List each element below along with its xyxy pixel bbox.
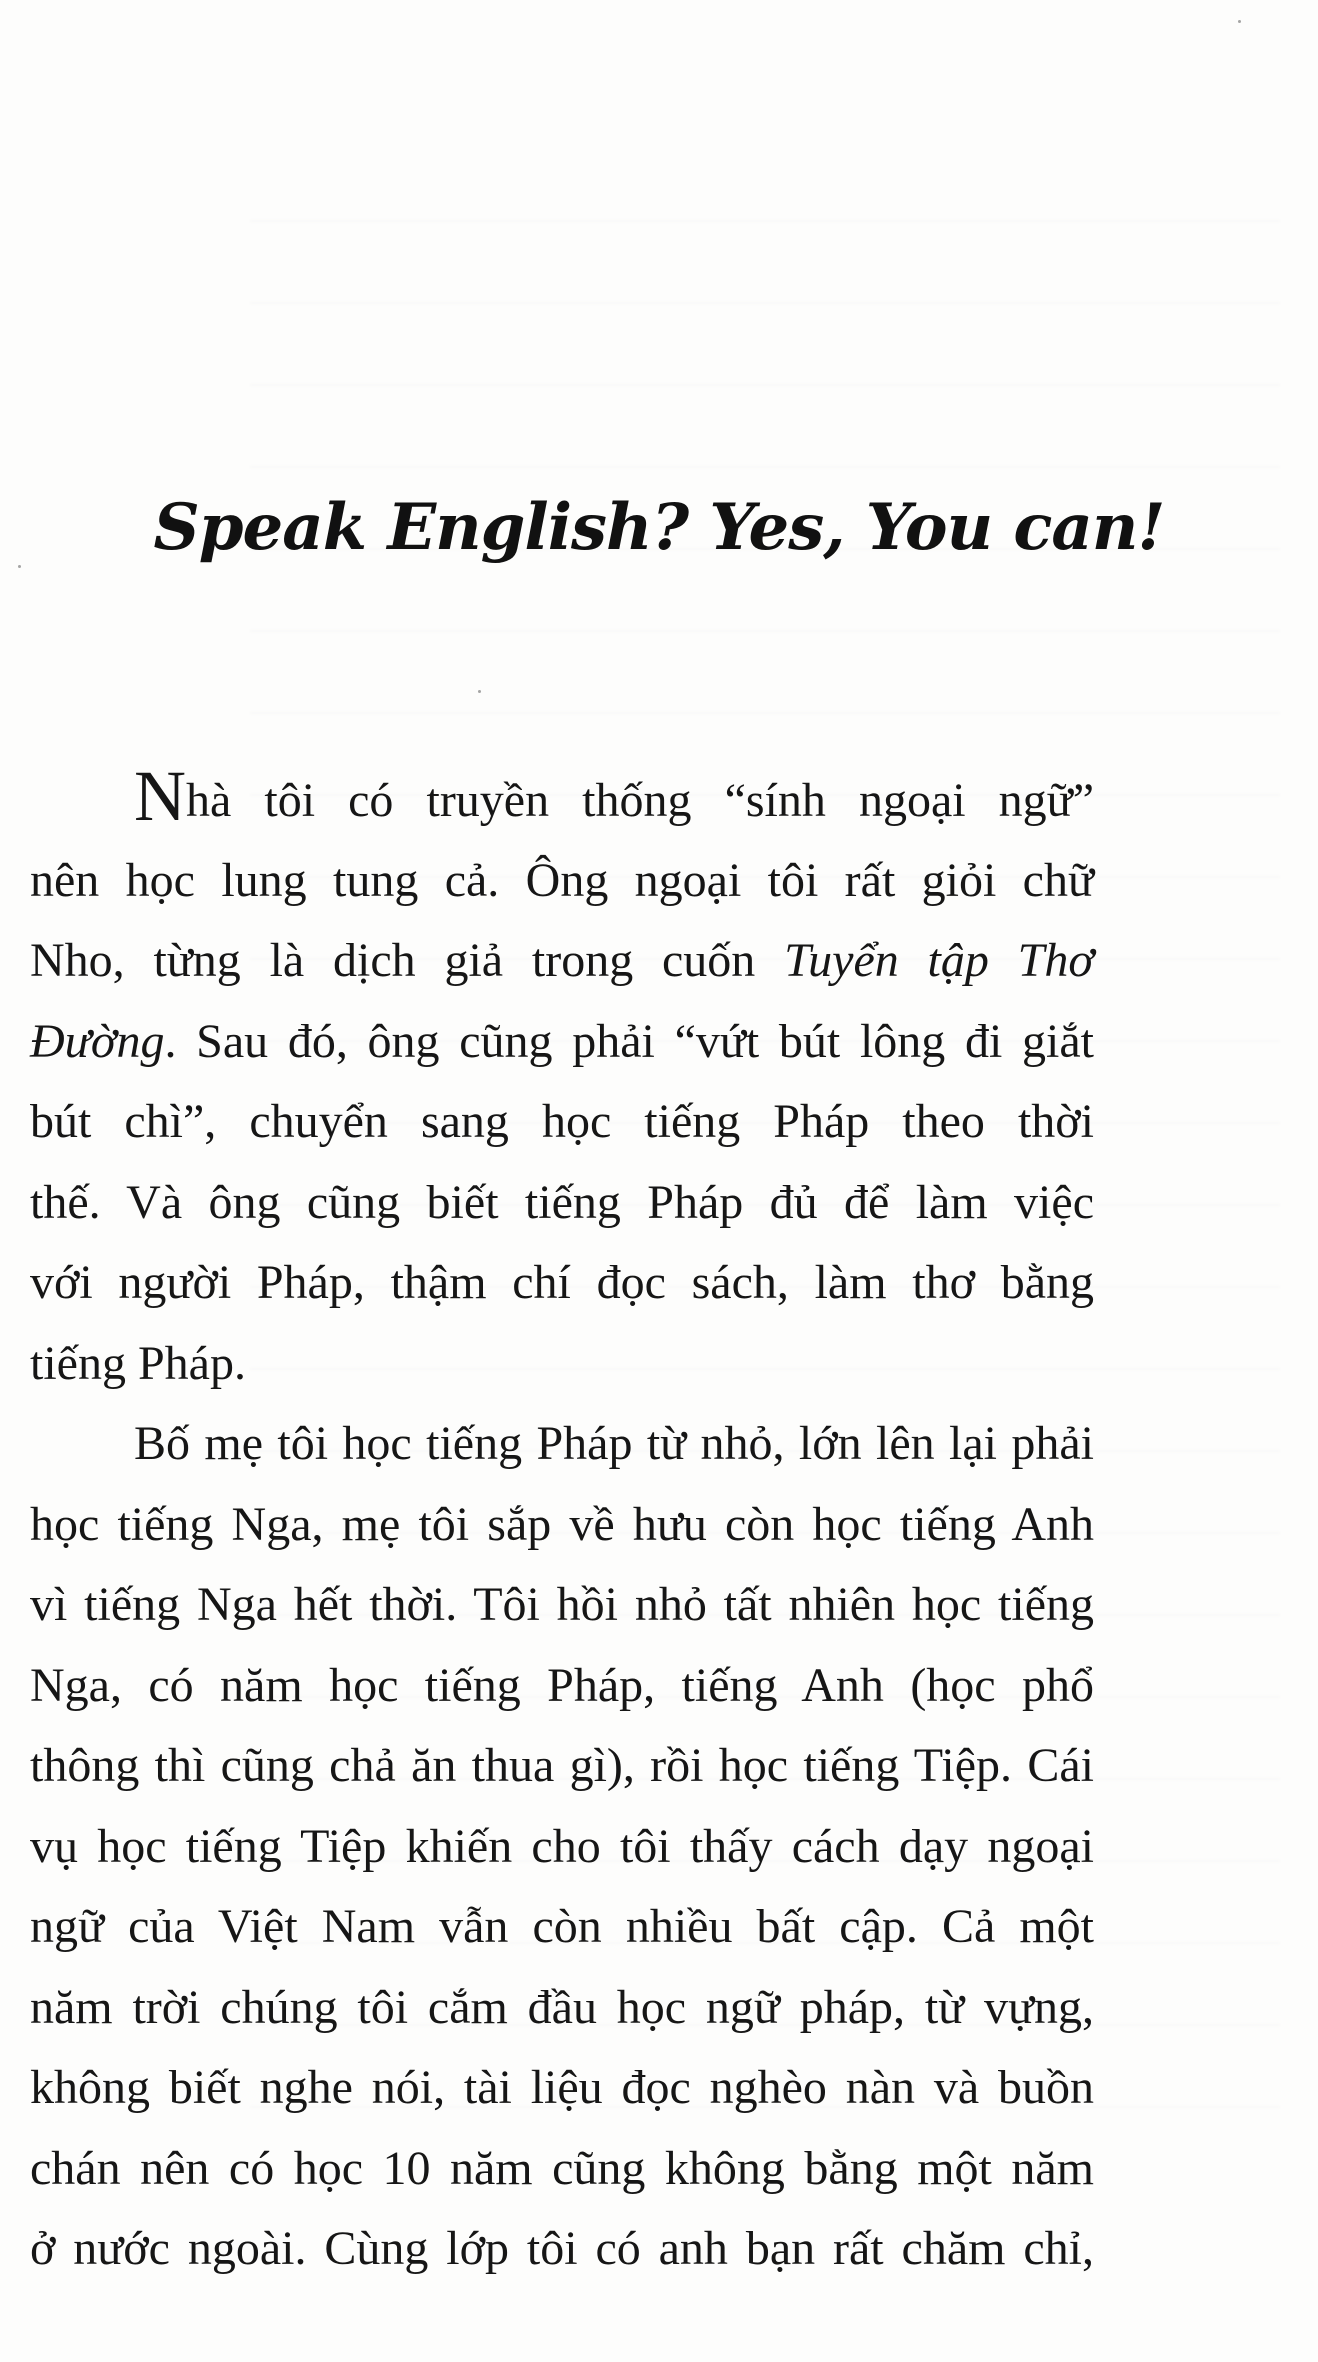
book-title-italic: Đường <box>30 1014 165 1068</box>
text-line: Bố mẹ tôi học tiếng Pháp từ nhỏ, lớn lên lại phải <box>134 1417 1094 1470</box>
text-line-content: Đường. Sau đó, ông cũng phải “vứt bút lông đi giắt <box>30 1014 1094 1068</box>
text-line: ngữ của Việt Nam vẫn còn nhiều bất cập. Cả một <box>30 1900 1094 1953</box>
text-line: thế. Và ông cũng biết tiếng Pháp đủ để làm việc <box>30 1175 1094 1229</box>
paper-speck <box>478 690 481 693</box>
paper-speck <box>1238 20 1241 23</box>
chapter-title: Speak English? Yes, You can! <box>153 490 1165 565</box>
text-line: vì tiếng Nga hết thời. Tôi hồi nhỏ tất nhiên học tiếng <box>30 1578 1094 1631</box>
drop-cap: N <box>134 756 186 836</box>
text-line <box>30 756 1094 841</box>
book-title-italic: Tuyển tập Thơ <box>784 934 1094 987</box>
text-line: tiếng Pháp. <box>30 1336 246 1390</box>
text-line <box>30 1002 1094 1083</box>
paragraph-2 <box>30 1404 1094 2290</box>
text-line: bút chì”, chuyển sang học tiếng Pháp theo thời <box>30 1095 1094 1148</box>
text-line: chán nên có học 10 năm cũng không bằng một năm <box>30 2141 1094 2195</box>
text-line: nên học lung tung cả. Ông ngoại tôi rất giỏi chữ <box>30 853 1094 907</box>
text-line: với người Pháp, thậm chí đọc sách, làm thơ bằng <box>30 1256 1094 1309</box>
text-line: năm trời chúng tôi cắm đầu học ngữ pháp, từ vựng, <box>30 1980 1094 2034</box>
text-line: thông thì cũng chả ăn thua gì), rồi học tiếng Tiệp. Cái <box>30 1739 1094 1792</box>
paper-speck <box>18 565 21 568</box>
text-line-content: Nho, từng là dịch giả trong cuốn Tuyển tập Thơ <box>30 934 1094 987</box>
text-line: không biết nghe nói, tài liệu đọc nghèo nàn và buồn <box>30 2061 1094 2114</box>
paragraph-1 <box>30 756 1094 1404</box>
body-text <box>30 756 1094 2290</box>
text-line <box>30 921 1094 1002</box>
text-line: Nga, có năm học tiếng Pháp, tiếng Anh (học phổ <box>30 1658 1094 1712</box>
text-line-content: hà tôi có truyền thống “sính ngoại ngữ” <box>186 774 1094 827</box>
text-line: vụ học tiếng Tiệp khiến cho tôi thấy cách dạy ngoại <box>30 1819 1094 1873</box>
text-line: ở nước ngoài. Cùng lớp tôi có anh bạn rất chăm chỉ, <box>30 2222 1094 2275</box>
text-line: học tiếng Nga, mẹ tôi sắp về hưu còn học tiếng Anh <box>30 1497 1094 1551</box>
